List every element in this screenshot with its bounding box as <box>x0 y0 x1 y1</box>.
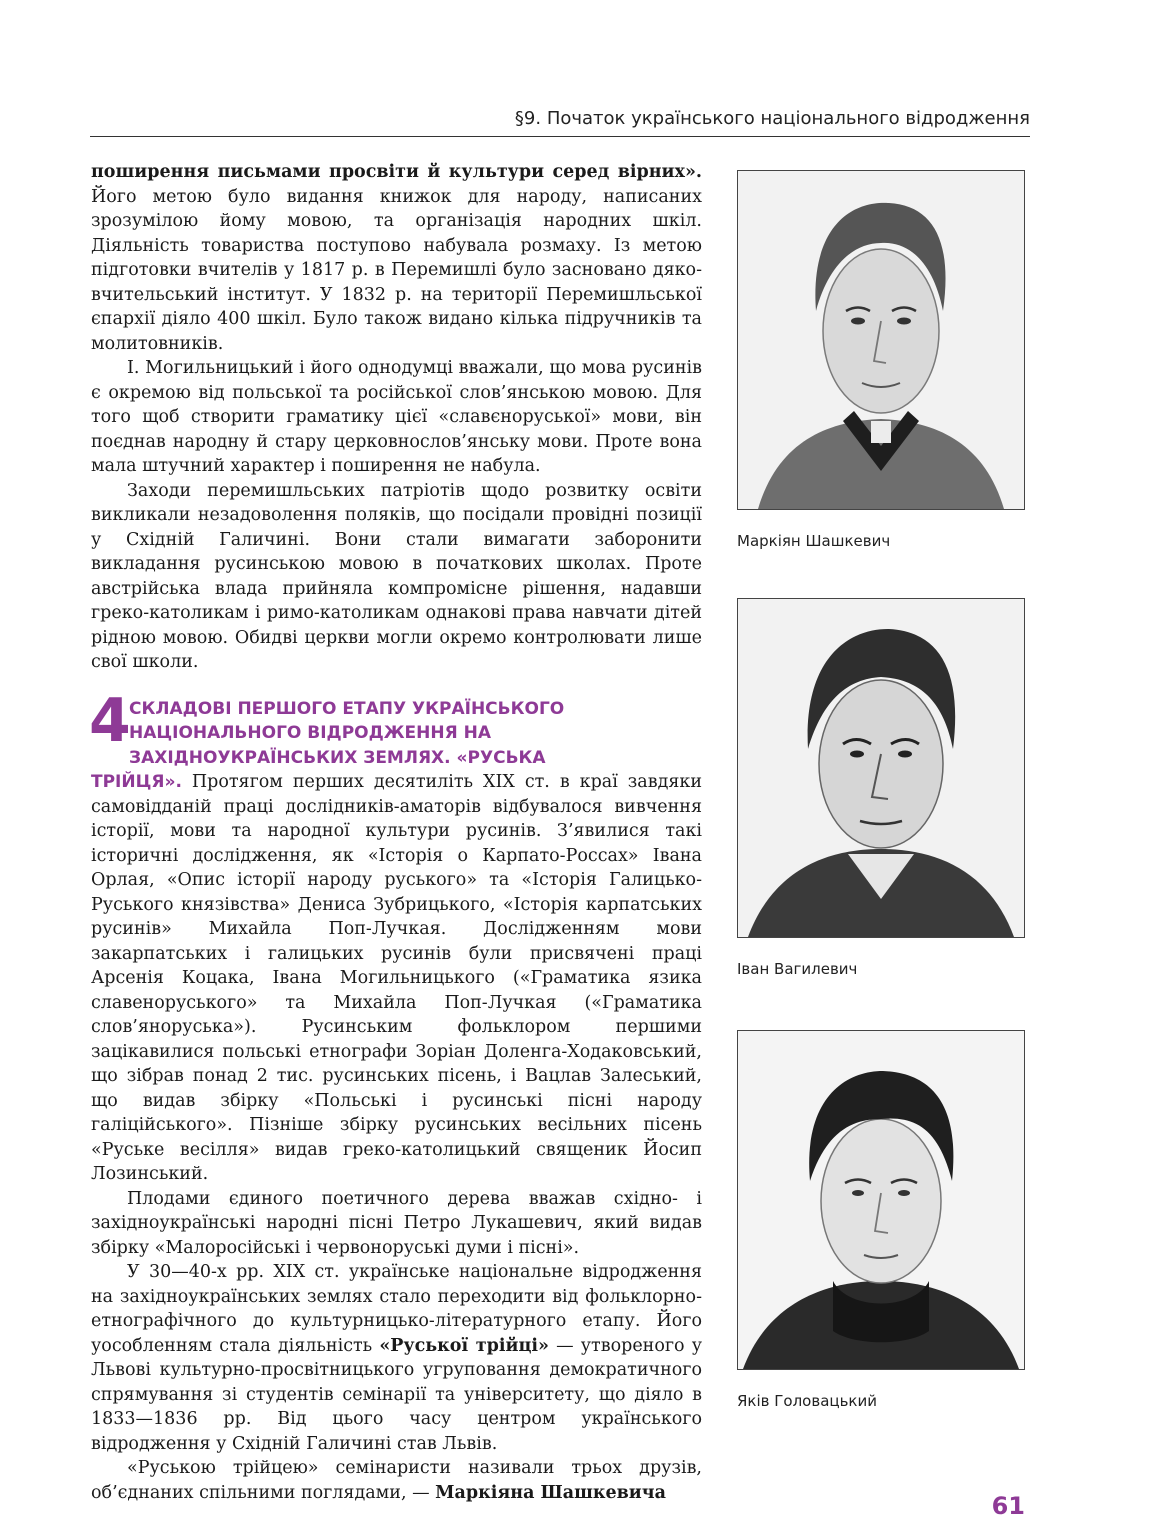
section-4-paragraph-2: Плодами єдиного поетичного дерева вважав східно- і західноукраїнські народні пісні Петро Лукашевич, який видав збірку «Малоросійські і червоноруські думи і пісні». <box>91 1188 702 1258</box>
caption-vahylevych: Іван Вагилевич <box>737 960 858 978</box>
p4-bold: Маркіяна Шашкевича <box>435 1482 666 1503</box>
section-heading-text: СКЛАДОВІ ПЕРШОГО ЕТАПУ УКРАЇНСЬКОГО НАЦІОНАЛЬНОГО ВІДРОДЖЕННЯ НА ЗАХІДНОУКРАЇНСЬКИХ ЗЕМЛЯХ. «РУСЬКА <box>129 698 565 768</box>
paragraph-1 <box>91 160 702 356</box>
section-4-heading <box>89 685 702 771</box>
p4-text-a: «Руською трійцею» семінаристи називали трьох друзів, об’єднаних спільними поглядами, — <box>91 1458 702 1503</box>
section-4-paragraph-4 <box>91 1456 702 1505</box>
caption-holovatskyi: Яків Головацький <box>737 1392 877 1410</box>
section-number: 4 <box>89 685 131 756</box>
section-4-paragraph-3 <box>91 1260 702 1456</box>
page-number: 61 <box>991 1492 1025 1520</box>
paragraph-1-bold: поширення письмами просвіти й культури серед вірних». <box>91 162 702 182</box>
portrait-vahylevych <box>737 598 1025 938</box>
paragraph-2: І. Могильницький і його однодумці вважали, що мова русинів є окремою від польської та російської слов’янською мовою. Для того щоб створити граматику цієї «славєноруської» мови, він поєднав народну й стару церковнослов’янську мови. Проте вона мала штучний характер і поширення не набула. <box>91 358 702 476</box>
portrait-shashkevych <box>737 170 1025 510</box>
portrait-holovatskyi <box>737 1030 1025 1370</box>
paragraph-1-text: Його метою було видання книжок для народу, написаних зрозумілою йому мовою, та організація народних шкіл. Діяльність товариства поступово набувала розмаху. Із метою підготовки вчителів у 1817 р. в Перемишлі було засновано дяко-вчительський інститут. У 1832 р. на території Перемишльської єпархії діяло 400 шкіл. Було також видано кілька підручників та молитовників. <box>91 186 702 354</box>
section-4-paragraph-1 <box>91 770 702 1187</box>
caption-shashkevych: Маркіян Шашкевич <box>737 532 891 550</box>
running-header <box>90 100 1030 137</box>
p3-text-a: У 30—40-х рр. XIX ст. українське національне відродження на західноукраїнських землях стало переходити від фольклорно-етнографічного до культурницько-літературного етапу. Його уособленням стала діяльність <box>91 1262 702 1356</box>
paragraph-3: Заходи перемишльських патріотів щодо розвитку освіти викликали незадоволення поляків, що посідали провідні позиції у Східній Галичині. Вони стали вимагати заборонити викладання русинською мовою в початкових школах. Проте австрійська влада прийняла компромісне рішення, надавши греко-католикам і римо-католикам однакові права навчати дітей рідною мовою. Обидві церкви могли окремо контролювати лише свої школи. <box>91 480 702 672</box>
p3-text-b: — утвореного у Львові культурно-просвітницького угруповання демократичного спрямування зі студентів семінарії та університету, що діяло в 1833—1836 рр. Від цього часу центром українського відродження у Східній Галичині став Львів. <box>91 1335 702 1454</box>
p3-bold: «Руської трійці» <box>379 1335 549 1356</box>
header-title: §9. Початок українського національного відродження <box>514 108 1030 129</box>
section-4-paragraph-1-text: Протягом перших десятиліть XIX ст. в краї завдяки самовідданій праці дослідників-аматорів відбувалося вивчення історії, мови та народної культури русинів. З’явилися такі історичні дослідження, як «Історія о Карпато-Россах» Івана Орлая, «Опис історії народу руського» та «Історія Галицько-Руського князівства» Дениса Зубрицького, «Історія карпатських русинів» Михайла Поп-Лучкая. Дослідженням мови закарпатських і галицьких русинів були присвячені праці Арсенія Коцака, Івана Могильницького («Граматика язика славеноруського» та Михайла Поп-Лучкая («Граматика слов’яноруська»). Русинським фольклором першими зацікавилися польські етнографи Зоріан Доленга-Ходаковський, що зібрав понад 2 тис. русинських пісень, і Вацлав Залеський, що видав збірку «Польські і русинські пісні народу галіційського». Пізніше збірку русинських весільних пісень «Руське весілля» видав греко-католицький священик Йосип Лозинський. <box>91 772 702 1184</box>
main-text-column <box>91 160 702 1505</box>
section-heading-lead: ТРІЙЦЯ». <box>91 772 182 792</box>
